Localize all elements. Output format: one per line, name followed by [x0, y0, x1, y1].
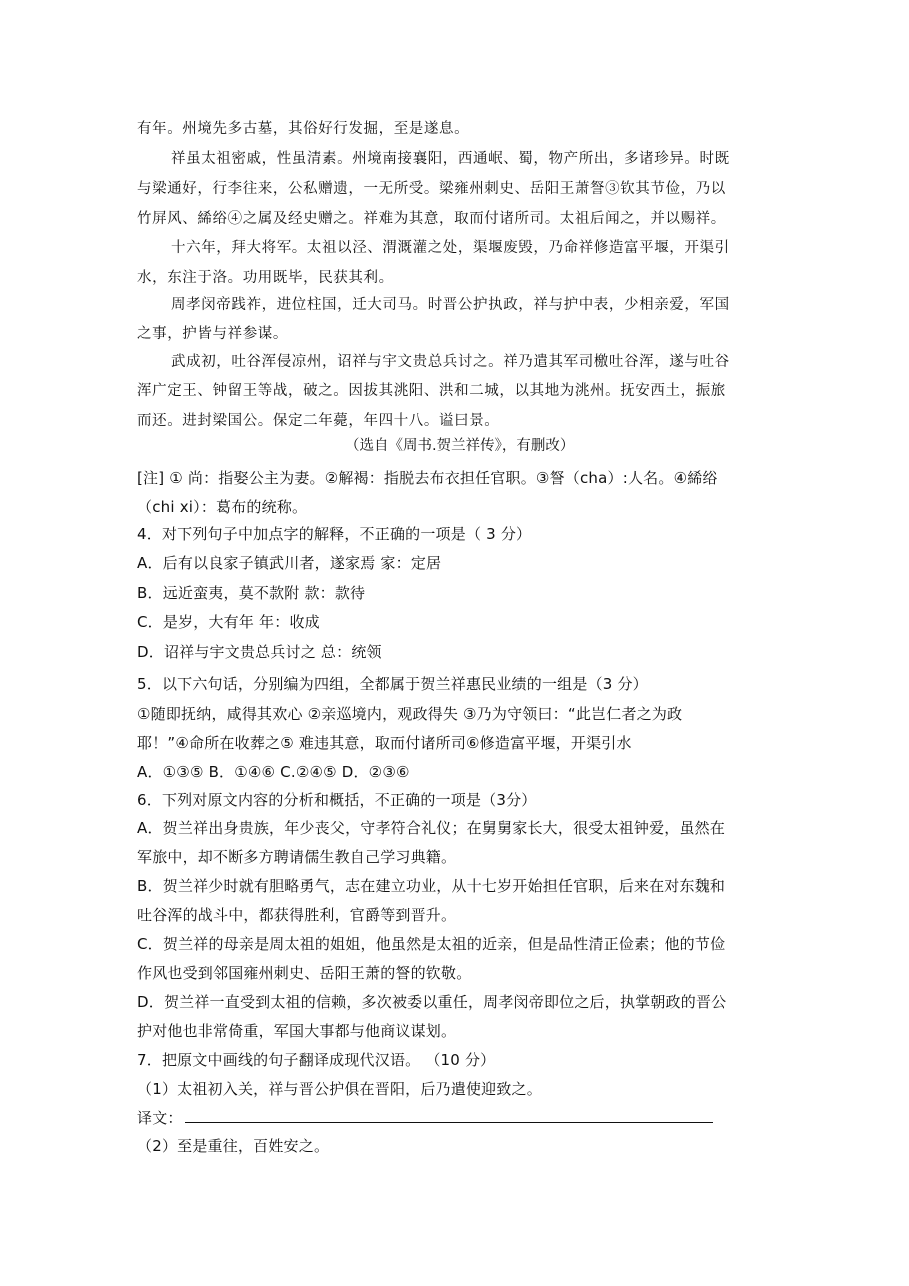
translation-answer-line[interactable] — [185, 1108, 713, 1123]
passage-line: 十六年，拜大将军。太祖以泾、渭溉灌之处，渠堰废毁，乃命祥修造富平堰，开渠引 — [171, 240, 730, 256]
note-line: [注] ① 尚：指娶公主为妻。②解褐：指脱去布衣担任官职。③詧（cha）:人名。④絺绤 — [137, 469, 718, 487]
question-6-option-a: A．贺兰祥出身贵族，年少丧父，守孝符合礼仪；在舅舅家长大，很受太祖钟爱，虽然在 — [137, 819, 726, 837]
translation-row — [137, 1108, 713, 1128]
question-7-stem: 7．把原文中画线的句子翻译成现代汉语。 （10 分） — [137, 1051, 496, 1069]
passage-line: 之事，护皆与祥参谋。 — [137, 326, 288, 342]
question-5-items: 耶！”④命所在收葬之⑤ 难违其意，取而付诸所司⑥修造富平堰，开渠引水 — [137, 734, 632, 752]
question-6-option-d: D．贺兰祥一直受到太祖的信赖，多次被委以重任，周孝闵帝即位之后，执掌朝政的晋公 — [137, 993, 727, 1011]
source-citation: （选自《周书.贺兰祥传》，有删改） — [345, 438, 575, 454]
question-6-option-a: 军旅中，却不断多方聘请儒生教自己学习典籍。 — [137, 848, 457, 866]
question-6-option-d: 护对他也非常倚重，军国大事都与他商议谋划。 — [137, 1022, 457, 1040]
passage-line: 周孝闵帝践祚，进位柱国，迁大司马。时晋公护执政，祥与护中表，少相亲爱，军国 — [171, 297, 730, 313]
translation-label: 译文： — [137, 1109, 183, 1127]
passage-line: 有年。州境先多古墓，其俗好行发掘，至是遂息。 — [137, 121, 470, 137]
question-4-option-a: A．后有以良家子镇武川者，遂家焉 家：定居 — [137, 554, 442, 572]
question-6-option-b: B．贺兰祥少时就有胆略勇气，志在建立功业，从十七岁开始担任官职，后来在对东魏和 — [137, 877, 726, 895]
question-5-items: ①随即抚纳，咸得其欢心 ②亲巡境内，观政得失 ③乃为守领曰：“此岂仁者之为政 — [137, 705, 683, 723]
question-6-option-b: 吐谷浑的战斗中，都获得胜利，官爵等到晋升。 — [137, 906, 457, 924]
question-4-stem: 4．对下列句子中加点字的解释，不正确的一项是（ 3 分） — [137, 525, 532, 543]
question-4-option-c: C．是岁，大有年 年：收成 — [137, 613, 320, 631]
passage-line: 武成初，吐谷浑侵凉州，诏祥与宇文贵总兵讨之。祥乃遣其军司檄吐谷浑，遂与吐谷 — [171, 354, 730, 370]
question-4-option-b: B．远近蛮夷，莫不款附 款：款待 — [137, 584, 366, 602]
passage-line: 而还。进封梁国公。保定二年薨，年四十八。谥曰景。 — [137, 413, 500, 429]
question-6-stem: 6．下列对原文内容的分析和概括，不正确的一项是（3分） — [137, 791, 537, 809]
note-line: （chi xi）：葛布的统称。 — [137, 498, 308, 516]
question-6-option-c: C．贺兰祥的母亲是周太祖的姐姐，他虽然是太祖的近亲，但是品性清正俭素；他的节俭 — [137, 935, 726, 953]
passage-line: 祥虽太祖密戚，性虽清素。州境南接襄阳，西通岷、蜀，物产所出，多诸珍异。时既 — [171, 151, 730, 167]
passage-line: 水，东注于洛。功用既毕，民获其利。 — [137, 270, 394, 286]
question-7-sentence-2: （2）至是重往，百姓安之。 — [137, 1137, 330, 1155]
question-6-option-c: 作风也受到邻国雍州刺史、岳阳王萧的詧的钦敬。 — [137, 964, 472, 982]
question-5-options: A．①③⑤ B．①④⑥ C.②④⑤ D．②③⑥ — [137, 763, 410, 781]
question-5-stem: 5．以下六句话，分别编为四组，全都属于贺兰祥惠民业绩的一组是（3 分） — [137, 675, 648, 693]
question-7-sentence-1: （1）太祖初入关，祥与晋公护俱在晋阳，后乃遣使迎致之。 — [137, 1080, 542, 1098]
passage-line: 与梁通好，行李往来，公私赠遗，一无所受。梁雍州刺史、岳阳王萧詧③钦其节俭，乃以 — [137, 181, 726, 197]
passage-line: 浑广定王、钟留王等战，破之。因拔其洮阳、洪和二城，以其地为洮州。抚安西土，振旅 — [137, 383, 726, 399]
question-4-option-d: D．诏祥与宇文贵总兵讨之 总：统领 — [137, 643, 382, 661]
passage-line: 竹屏风、絺绤④之属及经史赠之。祥难为其意，取而付诸所司。太祖后闻之，并以赐祥。 — [137, 211, 726, 227]
